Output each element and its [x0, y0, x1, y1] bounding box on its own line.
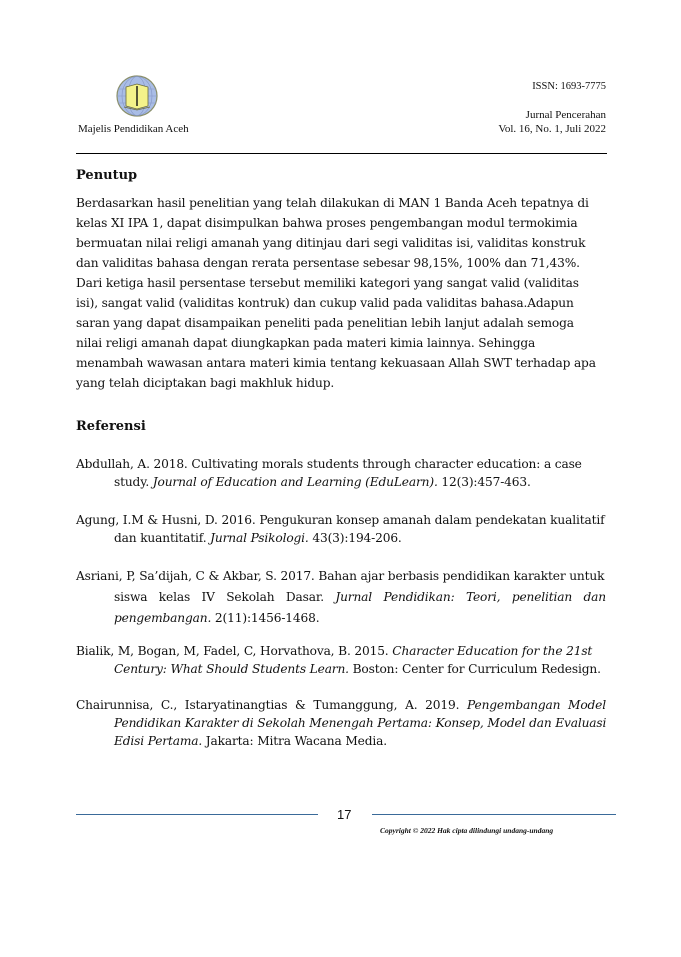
organization-name: Majelis Pendidikan Aceh	[78, 123, 189, 135]
closing-paragraph	[76, 193, 606, 393]
reference-text: Bialik, M, Bogan, M, Fadel, C, Horvathova, B. 2015.	[76, 644, 393, 658]
paragraph-line: isi), sangat valid (validitas kontruk) dan cukup valid pada validitas bahasa.Adapun	[76, 296, 574, 310]
reference-line	[76, 714, 606, 732]
reference-source: Character Education for the 21st	[392, 644, 593, 658]
paragraph-line: bermuatan nilai religi amanah yang ditinjau dari segi validitas isi, validitas konstruk	[76, 236, 586, 250]
reference-item	[76, 455, 606, 491]
reference-text: Chairunnisa, C., Istaryatinangtias & Tumanggung, A. 2019.	[76, 698, 467, 712]
reference-line	[76, 696, 606, 714]
paragraph-line: nilai religi amanah dapat diungkapkan pada materi kimia lainnya. Sehingga	[76, 336, 536, 350]
journal-info	[498, 108, 606, 136]
reference-text: Boston: Center for Curriculum Redesign.	[348, 662, 601, 676]
reference-source: Century: What Should Students Learn.	[114, 662, 349, 676]
reference-text: 12(3):457-463.	[437, 475, 531, 489]
reference-line	[76, 660, 606, 678]
page-number: 17	[337, 807, 352, 822]
paragraph-line: saran yang dapat disampaikan peneliti pada penelitian lebih lanjut adalah semoga	[76, 316, 574, 330]
reference-line	[76, 642, 606, 660]
reference-text: Jakarta: Mitra Wacana Media.	[202, 734, 387, 748]
reference-line	[76, 608, 606, 629]
reference-source: Journal of Education and Learning (EduLearn).	[152, 475, 438, 489]
reference-item	[76, 511, 606, 547]
reference-text: 43(3):194-206.	[308, 531, 402, 545]
journal-name: Jurnal Pencerahan	[525, 109, 606, 121]
reference-source: Jurnal Psikologi.	[210, 531, 309, 545]
reference-source: Edisi Pertama.	[114, 734, 203, 748]
reference-source: Pendidikan Karakter di Sekolah Menengah Pertama: Konsep, Model dan Evaluasi	[114, 716, 607, 730]
reference-source: Pengembangan Model	[467, 698, 606, 712]
reference-item	[76, 696, 606, 750]
reference-line	[76, 529, 606, 547]
reference-line: Abdullah, A. 2018. Cultivating morals students through character education: a case	[76, 457, 582, 471]
reference-text: study.	[114, 475, 153, 489]
reference-line: Agung, I.M & Husni, D. 2016. Pengukuran konsep amanah dalam pendekatan kualitatif	[76, 513, 605, 527]
book-globe-logo-icon	[116, 75, 158, 117]
paragraph-line: dan validitas bahasa dengan rerata persentase sebesar 98,15%, 100% dan 71,43%.	[76, 256, 580, 270]
section-heading-penutup: Penutup	[76, 168, 138, 183]
footer-rule-right	[372, 814, 616, 815]
paragraph-line: menambah wawasan antara materi kimia tentang kekuasaan Allah SWT terhadap apa	[76, 356, 596, 370]
header-divider	[76, 153, 607, 154]
journal-volume: Vol. 16, No. 1, Juli 2022	[498, 123, 606, 135]
reference-source: Jurnal Pendidikan: Teori, penelitian dan	[335, 590, 606, 604]
reference-line: Asriani, P, Sa’dijah, C & Akbar, S. 2017. Bahan ajar berbasis pendidikan karakter untuk	[76, 569, 605, 583]
paragraph-line: Dari ketiga hasil persentase tersebut memiliki kategori yang sangat valid (validitas	[76, 276, 579, 290]
paragraph-line: Berdasarkan hasil penelitian yang telah dilakukan di MAN 1 Banda Aceh tepatnya di	[76, 196, 589, 210]
footer-rule-left	[76, 814, 318, 815]
paragraph-line: kelas XI IPA 1, dapat disimpulkan bahwa proses pengembangan modul termokimia	[76, 216, 578, 230]
section-heading-referensi: Referensi	[76, 419, 146, 434]
reference-line	[76, 473, 606, 491]
reference-item	[76, 566, 606, 629]
paragraph-line: yang telah diciptakan bagi makhluk hidup.	[76, 376, 335, 390]
reference-text: dan kuantitatif.	[114, 531, 211, 545]
reference-text: siswa kelas IV Sekolah Dasar.	[114, 590, 336, 604]
copyright-notice: Copyright © 2022 Hak cipta dilindungi undang-undang	[380, 826, 554, 835]
reference-source: pengembangan.	[114, 611, 212, 625]
reference-line	[76, 587, 606, 608]
reference-line	[76, 732, 606, 750]
reference-text: 2(11):1456-1468.	[211, 611, 320, 625]
issn: ISSN: 1693-7775	[532, 81, 606, 92]
reference-item	[76, 642, 606, 678]
